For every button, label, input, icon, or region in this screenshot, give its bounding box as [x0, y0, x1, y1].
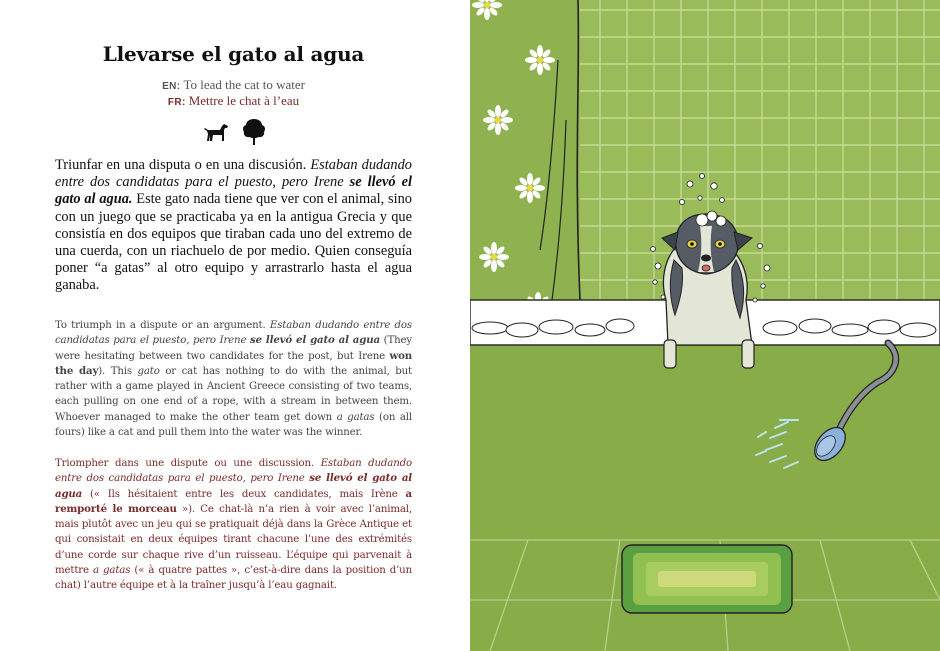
- paragraph-fr: [55, 456, 412, 594]
- en-equivalent: won the day: [55, 349, 412, 377]
- fr-definition: Triompher dans une dispute ou une discussion.: [55, 458, 321, 469]
- fr-idiom: se llevó el gato al agua: [55, 472, 412, 500]
- category-icons: [204, 118, 274, 148]
- translation-en-text: To lead the cat to water: [183, 77, 305, 92]
- paragraph-es: [55, 157, 412, 295]
- fr-equivalent: a remporté le morceau: [55, 487, 412, 515]
- translation-en: [0, 77, 467, 93]
- translation-fr-text: Mettre le chat à l’eau: [188, 93, 300, 108]
- paragraph-en: [55, 318, 412, 440]
- es-explanation: Este gato nada tiene que ver con el animal, sino con un juego que se practicaba ya en la antigua Grecia y que consistía en dos equipos que tiraban cada uno del extremo de una cuerda, con un riachuelo de por medio. Quien conseguía poner “a gatas” al otro equipo y arrastrarlo hasta el agua ganaba.: [55, 191, 412, 294]
- lang-code-en: EN:: [162, 81, 181, 92]
- en-word-gato: gato: [137, 365, 160, 377]
- illustration-page: [470, 0, 940, 651]
- tree-icon: [242, 118, 266, 146]
- en-example: Estaban dudando entre dos candidatas para el puesto, pero Irene: [55, 320, 412, 347]
- bathroom-illustration: [470, 0, 940, 651]
- page-title: Llevarse el gato al agua: [102, 42, 365, 66]
- fr-text: (« Ils hésitaient entre les deux candidates, mais Irène: [82, 488, 406, 500]
- lang-code-fr: FR:: [167, 97, 186, 108]
- fr-text: (« à quatre pattes », c’est-à-dire dans la position d’un chat) l’autre équipe et à la traîner jusqu’à l’eau gagnait.: [55, 565, 412, 592]
- dog-icon: [204, 122, 230, 144]
- fr-word-a-gatas: a gatas: [93, 565, 131, 577]
- translation-fr: [0, 93, 467, 109]
- en-idiom: se llevó el gato al agua: [250, 334, 380, 347]
- en-text: (on all fours) like a cat and pull them into the water was the winner.: [55, 411, 412, 439]
- wet-dog: [662, 211, 754, 368]
- en-definition: To triumph in a dispute or an argument.: [55, 320, 270, 331]
- en-text: ). This: [98, 365, 138, 377]
- bath-mat: [622, 545, 792, 613]
- en-word-a-gatas: a gatas: [336, 411, 375, 423]
- fr-text: »). Ce chat-là n’a rien à voir avec l’animal, mais plutôt avec un jeu qui se pratiquait déjà dans la Grèce Antique et qui consistait en deux équipes tirant chacune l’une des extrémités d’une corde sur chaque rive d’un ruisseau. L’équipe qui parvenait à mettre: [55, 503, 412, 577]
- fr-example: Estaban dudando entre dos candidatas para el puesto, pero Irene: [55, 458, 412, 485]
- es-example: Estaban dudando entre dos candidatas para el puesto, pero Irene: [55, 157, 412, 191]
- en-text: or cat has nothing to do with the animal, but rather with a game played in Ancient Greece consisting of two teams, each pulling on one end of a rope, with a stream in between them. Whoever managed to make the other team get down: [55, 365, 412, 423]
- en-text: (They were hesitating between two candidates for the post, but Irene: [55, 335, 412, 362]
- es-idiom: se llevó el gato al agua.: [55, 174, 412, 208]
- es-definition: Triunfar en una disputa o en una discusión.: [55, 157, 311, 173]
